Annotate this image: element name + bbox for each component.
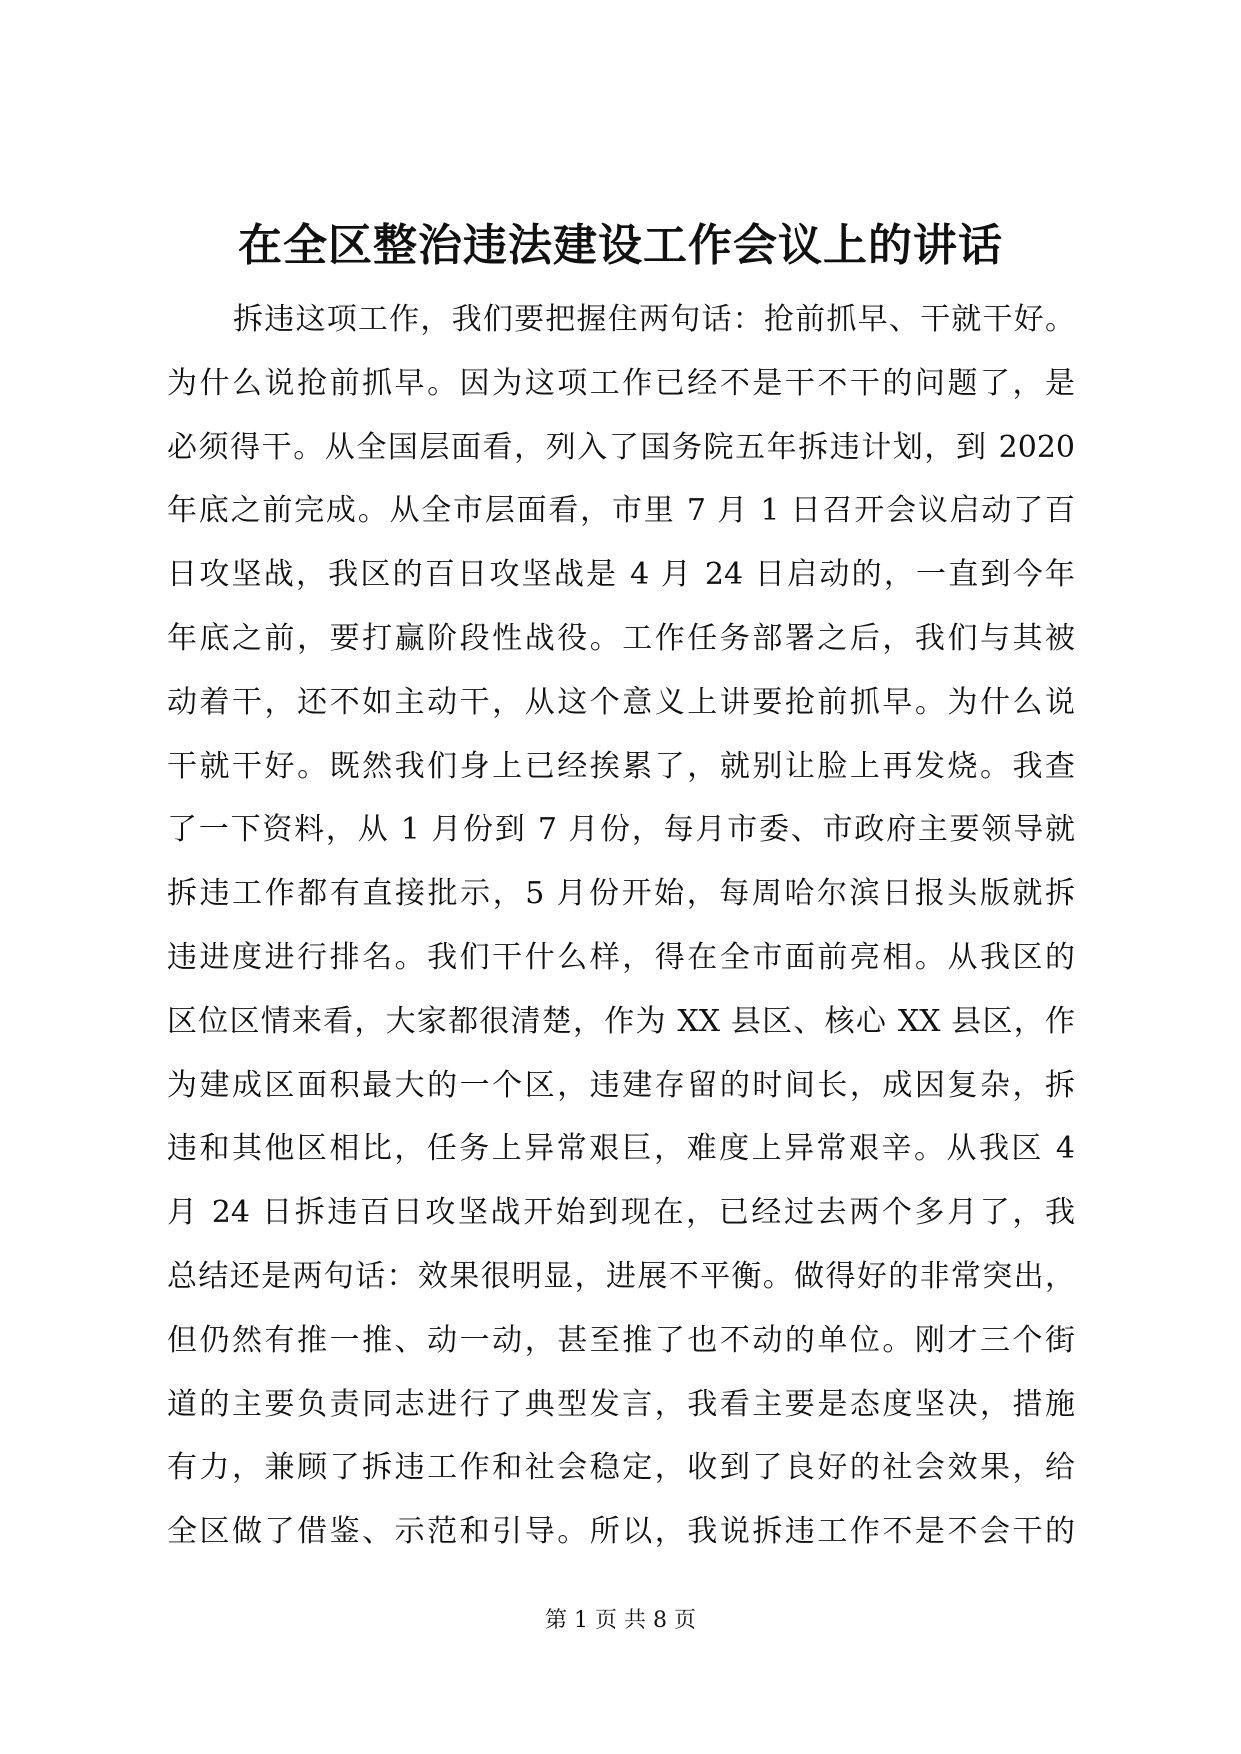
body-line: 必须得干。从全国层面看，列入了国务院五年拆违计划，到 2020 [167,429,1075,465]
body-line: 违和其他区相比，任务上异常艰巨，难度上异常艰辛。从我区 4 [167,1131,1075,1167]
body-line: 日攻坚战，我区的百日攻坚战是 4 月 24 日启动的，一直到今年 [167,557,1075,593]
body-line: 有力，兼顾了拆违工作和社会稳定，收到了良好的社会效果，给 [167,1450,1075,1486]
body-line: 拆违工作都有直接批示，5 月份开始，每周哈尔滨日报头版就拆 [167,876,1075,912]
body-line: 月 24 日拆违百日攻坚战开始到现在，已经过去两个多月了，我 [167,1195,1075,1231]
body-line: 为什么说抢前抓早。因为这项工作已经不是干不干的问题了，是 [167,365,1075,401]
body-line: 了一下资料，从 1 月份到 7 月份，每月市委、市政府主要领导就 [167,812,1075,848]
body-line: 动着干，还不如主动干，从这个意义上讲要抢前抓早。为什么说 [167,684,1075,720]
body-line: 区位区情来看，大家都很清楚，作为 XX 县区、核心 XX 县区，作 [167,1003,1075,1039]
document-body [167,288,1075,1564]
body-line: 违进度进行排名。我们干什么样，得在全市面前亮相。从我区的 [167,939,1075,975]
body-line: 年底之前完成。从全市层面看，市里 7 月 1 日召开会议启动了百 [167,493,1075,529]
body-line: 为建成区面积最大的一个区，违建存留的时间长，成因复杂，拆 [167,1067,1075,1103]
body-line: 年底之前，要打赢阶段性战役。工作任务部署之后，我们与其被 [167,620,1075,656]
body-line: 道的主要负责同志进行了典型发言，我看主要是态度坚决，措施 [167,1386,1075,1422]
body-line: 拆违这项工作，我们要把握住两句话：抢前抓早、干就干好。 [233,302,1075,337]
body-line: 全区做了借鉴、示范和引导。所以，我说拆违工作不是不会干的 [167,1514,1075,1550]
page-indicator: 第 1 页 共 8 页 [545,1608,696,1633]
body-line: 干就干好。既然我们身上已经挨累了，就别让脸上再发烧。我查 [167,748,1075,784]
page-footer [0,1606,1241,1636]
document-title: 在全区整治违法建设工作会议上的讲话 [238,220,1003,271]
body-line: 总结还是两句话：效果很明显，进展不平衡。做得好的非常突出， [167,1258,1075,1294]
body-line: 但仍然有推一推、动一动，甚至推了也不动的单位。刚才三个街 [167,1322,1075,1358]
